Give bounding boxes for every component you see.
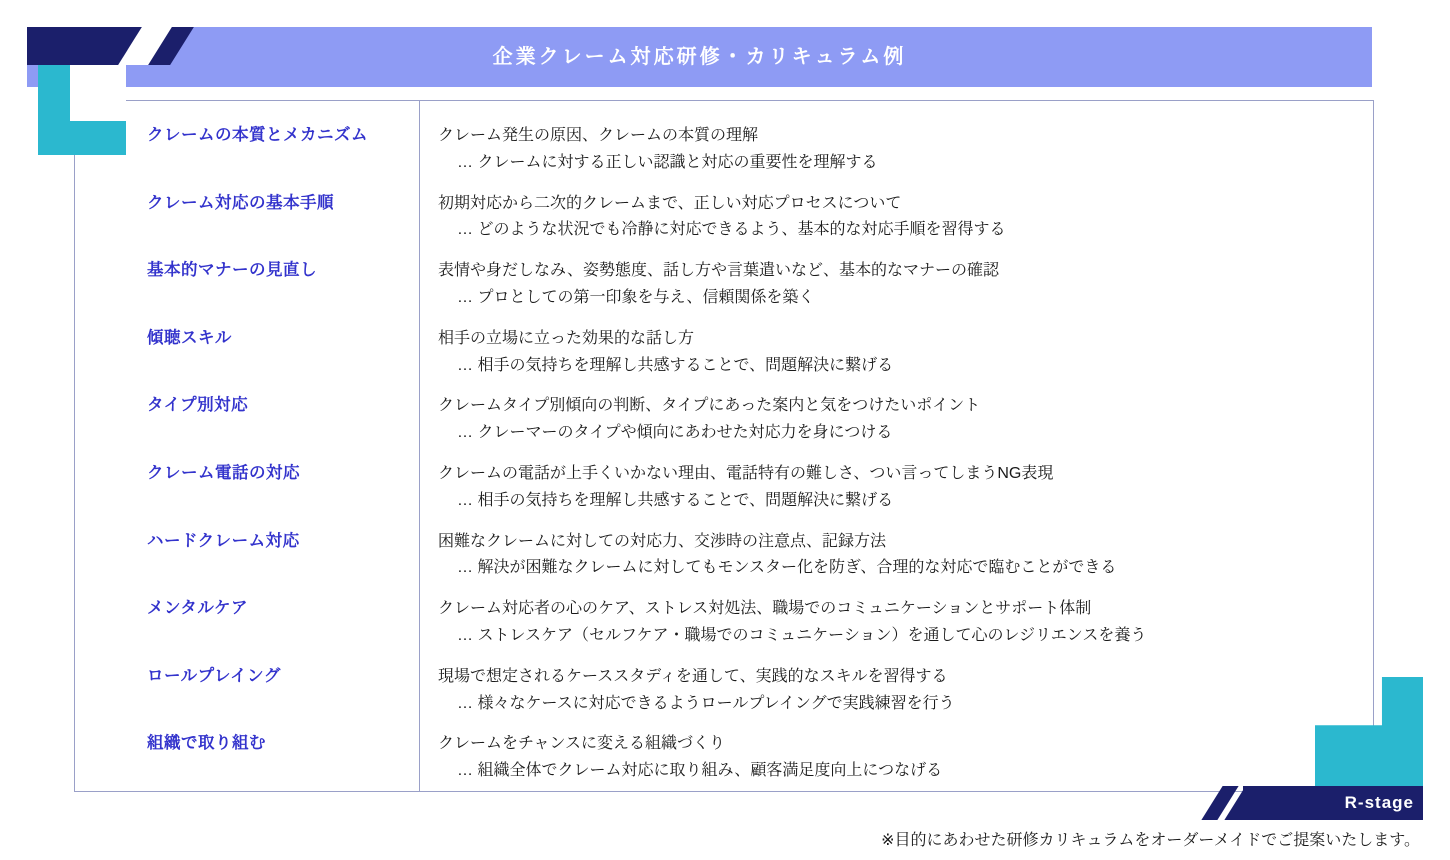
row-title: タイプ別対応	[147, 396, 249, 415]
row-description: 表情や身だしなみ、姿勢態度、話し方や言葉遣いなど、基本的なマナーの確認	[438, 262, 999, 280]
table-row	[75, 588, 1373, 656]
row-title: 傾聴スキル	[147, 328, 232, 347]
table-row	[75, 521, 1373, 589]
row-title: クレーム対応の基本手順	[147, 193, 334, 212]
row-body	[419, 530, 1116, 582]
row-body	[419, 665, 955, 717]
table-row	[75, 115, 1373, 183]
row-goal: … クレーマーのタイプや傾向にあわせた対応力を身につける	[457, 424, 893, 442]
table-row	[75, 656, 1373, 724]
row-title: クレーム電話の対応	[147, 463, 300, 482]
row-goal: … 相手の気持ちを理解し共感することで、問題解決に繋げる	[457, 491, 894, 509]
row-description: クレームの電話が上手くいかない理由、電話特有の難しさ、つい言ってしまうNG表現	[438, 464, 1054, 482]
row-body	[419, 732, 942, 784]
row-body	[419, 192, 1005, 244]
row-goal: … ストレスケア（セルフケア・職場でのコミュニケーション）を通して心のレジリエンスを養う	[457, 626, 1147, 644]
table-row	[75, 453, 1373, 521]
footnote: ※目的にあわせた研修カリキュラムをオーダーメイドでご提案いたします。	[881, 832, 1420, 849]
page-title: 企業クレーム対応研修・カリキュラム例	[492, 46, 907, 68]
table-row	[75, 385, 1373, 453]
row-description: クレームをチャンスに変える組織づくり	[438, 735, 726, 753]
column-divider	[419, 101, 420, 791]
row-description: 初期対応から二次的クレームまで、正しい対応プロセスについて	[438, 194, 902, 212]
row-title: ハードクレーム対応	[147, 531, 300, 550]
row-body	[419, 259, 999, 311]
brand-logo: R-stage	[1344, 793, 1414, 812]
row-title: 組織で取り組む	[147, 734, 266, 753]
row-goal: … 相手の気持ちを理解し共感することで、問題解決に繋げる	[457, 356, 894, 374]
row-body	[419, 394, 980, 446]
row-goal: … クレームに対する正しい認識と対応の重要性を理解する	[457, 153, 878, 171]
table-row	[75, 723, 1373, 791]
row-goal: … どのような状況でも冷静に対応できるよう、基本的な対応手順を習得する	[457, 221, 1006, 239]
row-body	[419, 327, 893, 379]
row-goal: … プロとしての第一印象を与え、信頼関係を築く	[457, 288, 815, 306]
row-title: 基本的マナーの見直し	[147, 261, 317, 280]
row-title: メンタルケア	[147, 599, 249, 618]
curriculum-table	[75, 101, 1373, 791]
row-description: クレーム対応者の心のケア、ストレス対処法、職場でのコミュニケーションとサポート体制	[438, 600, 1092, 618]
row-title: クレームの本質とメカニズム	[147, 126, 368, 144]
table-row	[75, 250, 1373, 318]
row-body	[419, 124, 877, 176]
row-description: 相手の立場に立った効果的な話し方	[438, 329, 695, 347]
row-goal: … 解決が困難なクレームに対してもモンスター化を防ぎ、合理的な対応で臨むことができる	[457, 559, 1117, 577]
row-description: 困難なクレームに対しての対応力、交渉時の注意点、記録方法	[438, 532, 887, 550]
row-body	[419, 597, 1146, 649]
row-goal: … 組織全体でクレーム対応に取り組み、顧客満足度向上につなげる	[457, 762, 943, 780]
table-row	[75, 318, 1373, 386]
row-goal: … 様々なケースに対応できるようロールプレイングで実践練習を行う	[457, 694, 955, 712]
row-title: ロールプレイング	[147, 666, 281, 685]
row-description: クレーム発生の原因、クレームの本質の理解	[438, 127, 759, 144]
row-description: 現場で想定されるケーススタディを通して、実践的なスキルを習得する	[438, 667, 948, 685]
row-body	[419, 462, 1053, 514]
table-row	[75, 183, 1373, 251]
row-description: クレームタイプ別傾向の判断、タイプにあった案内と気をつけたいポイント	[438, 397, 981, 415]
